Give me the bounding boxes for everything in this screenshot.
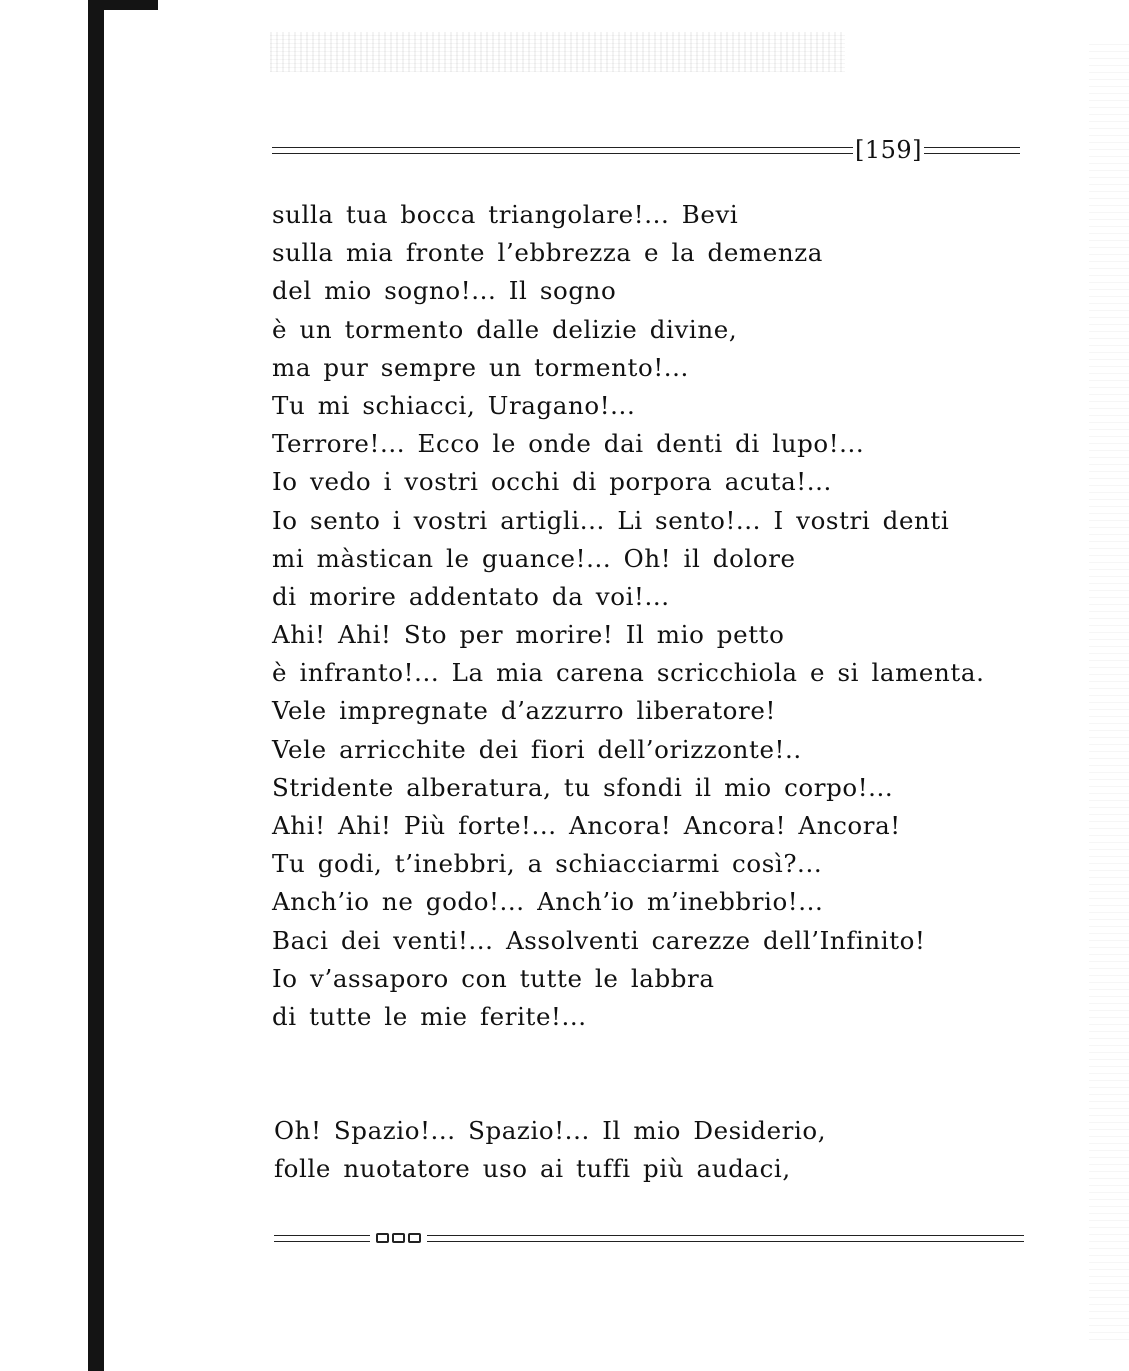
header-rule-left [272,147,853,154]
verse-line: Terrore!... Ecco le onde dai denti di lupo!... [272,429,865,459]
verse-line: è un tormento dalle delizie divine, [272,314,738,344]
verse-line: Anch’io ne godo!... Anch’io m’inebbrio!... [272,887,824,917]
verse-line: del mio sogno!... Il sogno [272,276,617,306]
page-number: [159] [854,136,922,164]
verse-line: Oh! Spazio!... Spazio!... Il mio Desiderio, [274,1116,827,1145]
page-binding-top [88,0,158,10]
verse-line: Tu godi, t’inebbri, a schiacciarmi così?... [272,849,823,879]
page-binding-bar [88,0,104,1371]
verse-line: Io sento i vostri artigli... Li sento!... I vostri denti [272,505,950,535]
verse-line: è infranto!... La mia carena scricchiola e si lamenta. [272,658,985,688]
scan-artifact [270,32,845,72]
verse-line: sulla mia fronte l’ebbrezza e la demenza [272,238,823,268]
poem-stanza-1 [272,196,992,1036]
poem-stanza-2 [274,1112,994,1188]
verse-line: di tutte le mie ferite!... [272,1001,587,1031]
verse-line: Vele impregnate d’azzurro liberatore! [272,696,776,726]
page-footer [274,1228,1024,1248]
verse-line: ma pur sempre un tormento!... [272,352,689,382]
verse-line: Stridente alberatura, tu sfondi il mio corpo!... [272,772,894,802]
verse-line: Vele arricchite dei fiori dell’orizzonte!.. [272,734,802,764]
verse-line: Ahi! Ahi! Più forte!... Ancora! Ancora! Ancora! [272,811,901,840]
footer-rule-right [427,1235,1024,1242]
verse-line: Ahi! Ahi! Sto per morire! Il mio petto [272,620,785,650]
footer-ornament-icon [370,1233,427,1243]
page-header [272,134,1020,166]
verse-line: Baci dei venti!... Assolventi carezze dell’Infinito! [272,925,926,955]
footer-rule-left [274,1235,370,1242]
verse-line: mi màstican le guance!... Oh! il dolore [272,543,796,573]
verse-line: di morire addentato da voi!... [272,581,670,611]
header-rule-right [924,147,1020,154]
verse-line: Tu mi schiacci, Uragano!... [272,390,636,420]
verse-line: sulla tua bocca triangolare!... Bevi [272,200,739,229]
verse-line: folle nuotatore uso ai tuffi più audaci, [274,1154,791,1184]
scan-artifact-right [1089,40,1129,1340]
verse-line: Io vedo i vostri occhi di porpora acuta!... [272,467,832,497]
verse-line: Io v’assaporo con tutte le labbra [272,963,715,993]
